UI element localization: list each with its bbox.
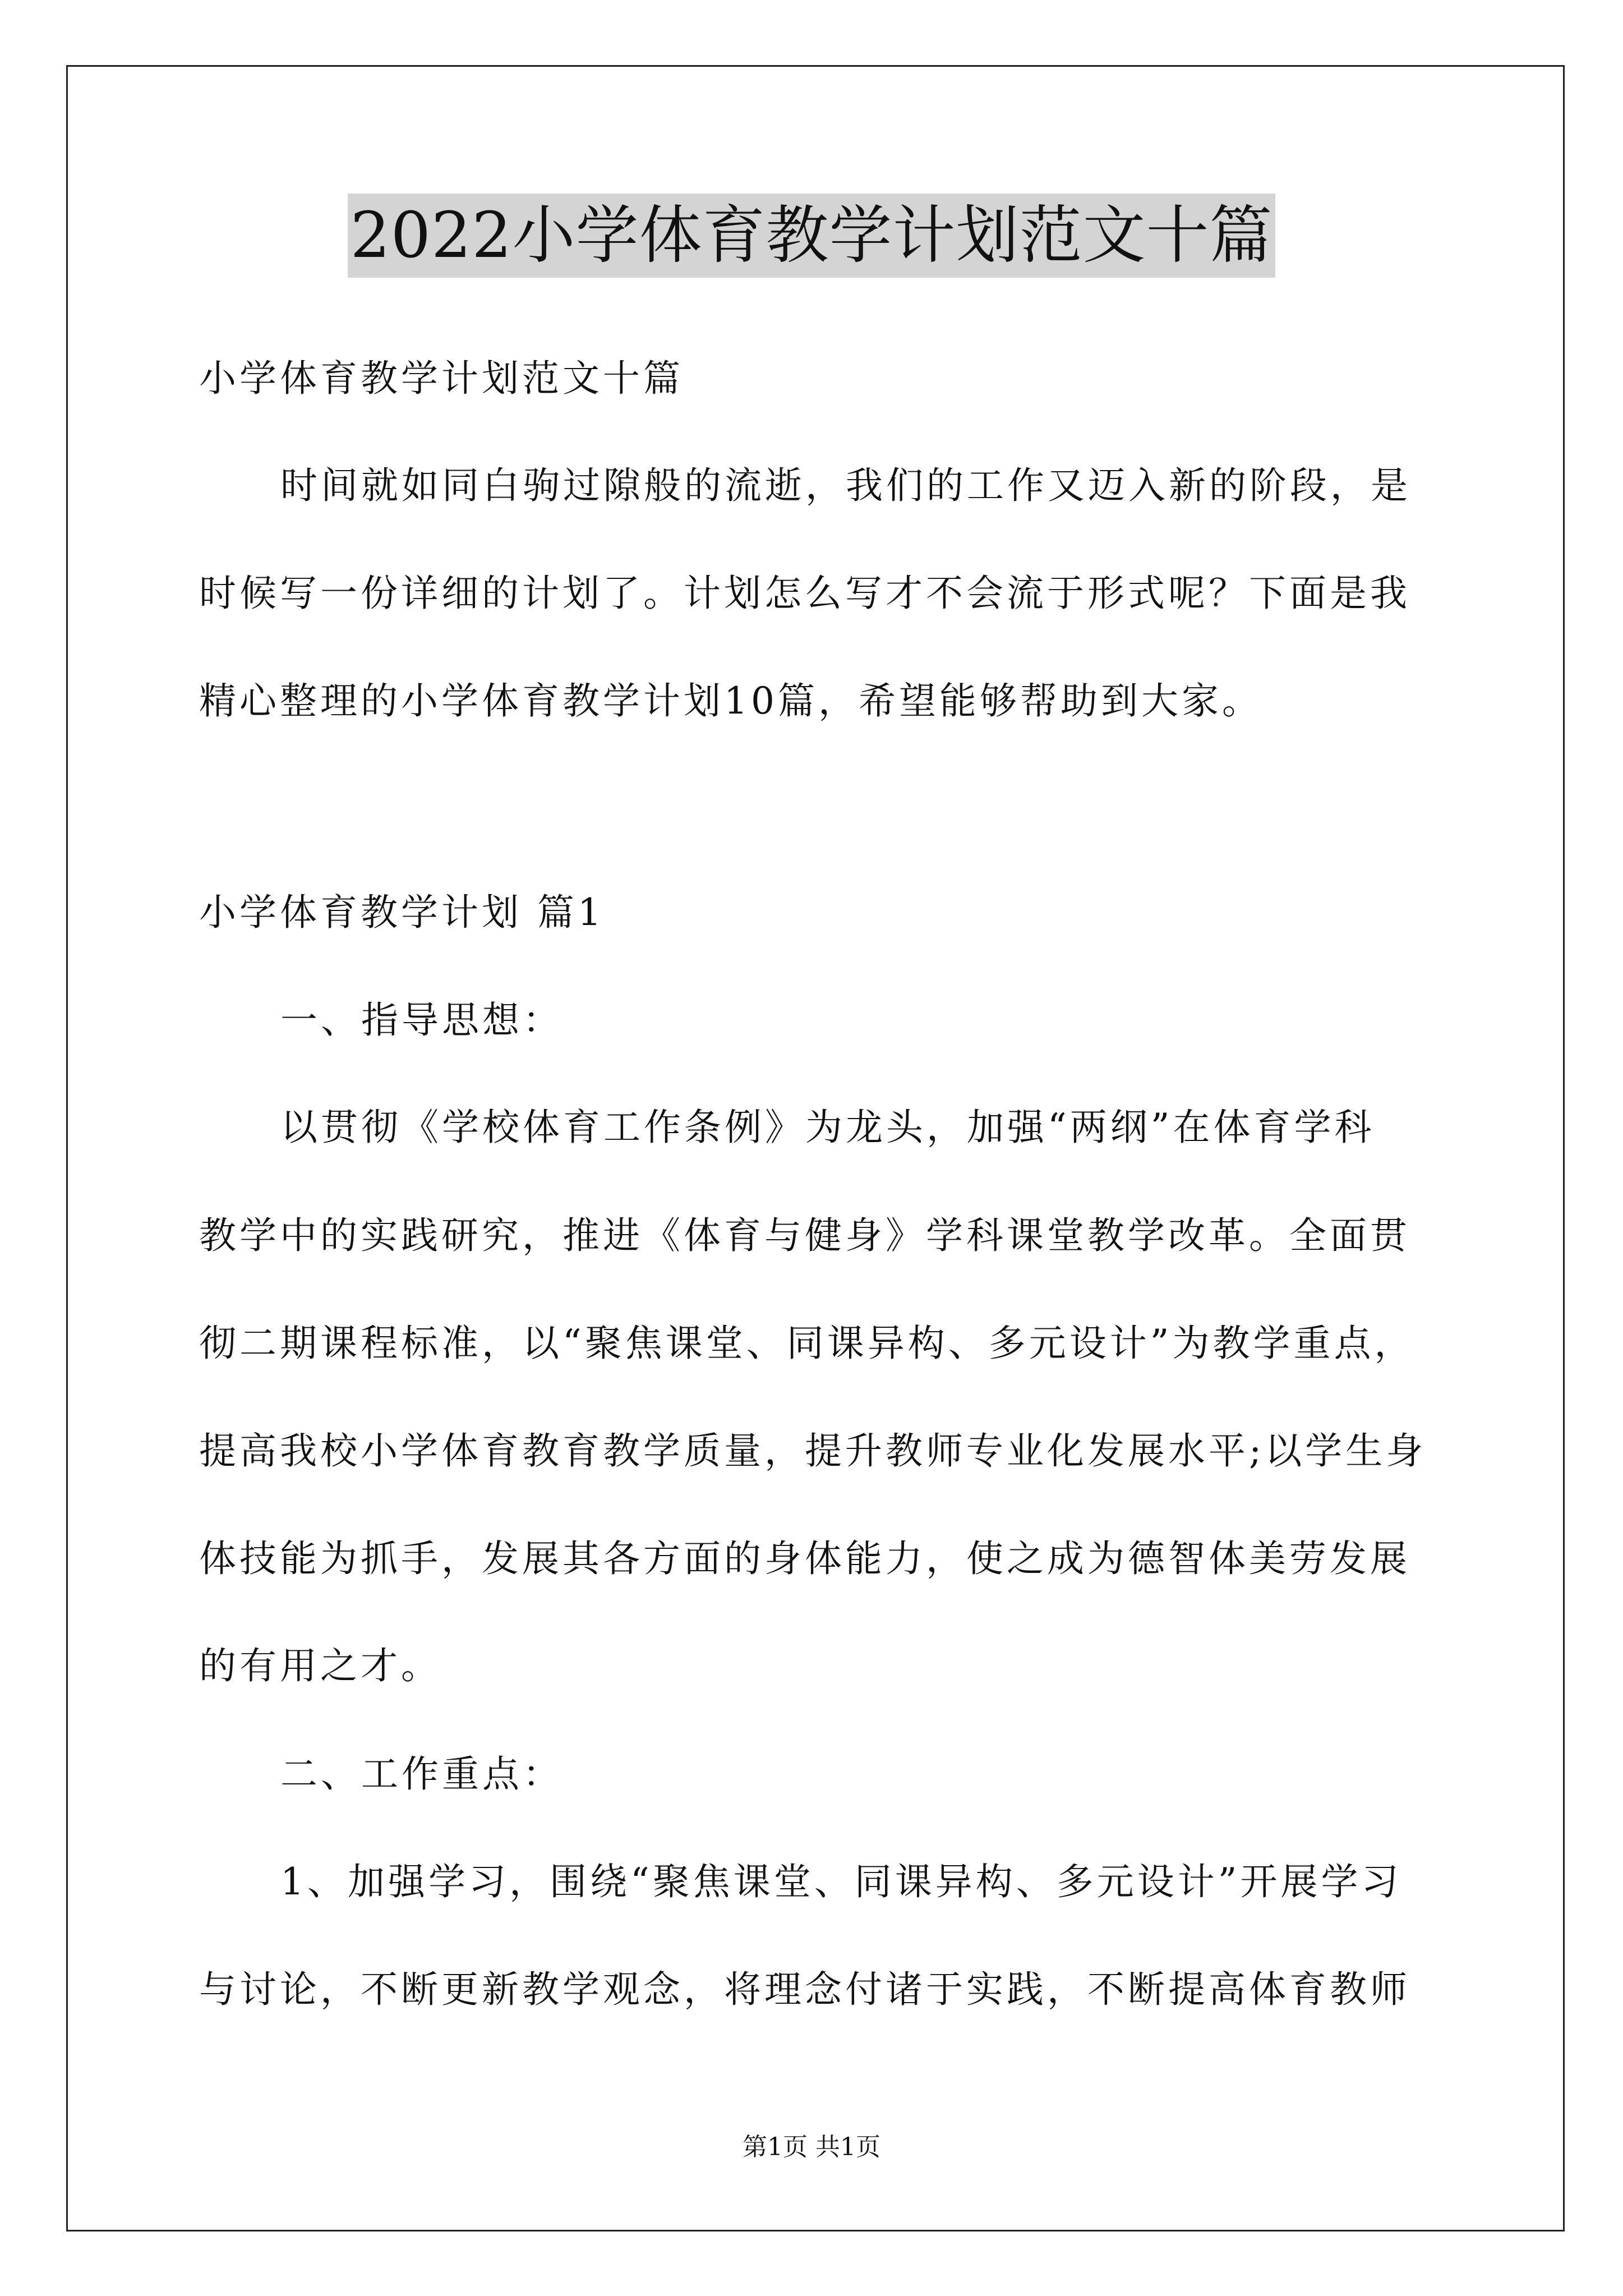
part1-line-4: 提高我校小学体育教育教学质量，提升教师专业化发展水平;以学生身 bbox=[199, 1429, 1427, 1473]
intro-line-3: 精心整理的小学体育教学计划10篇，希望能够帮助到大家。 bbox=[199, 679, 1262, 723]
intro-line-1: 时间就如同白驹过隙般的流逝，我们的工作又迈入新的阶段，是 bbox=[280, 464, 1411, 507]
part1-line-3: 彻二期课程标准，以“聚焦课堂、同课异构、多元设计”为教学重点， bbox=[199, 1322, 1415, 1365]
part1-line-5: 体技能为抓手，发展其各方面的身体能力，使之成为德智体美劳发展 bbox=[199, 1537, 1410, 1580]
document-title: 2022小学体育教学计划范文十篇 bbox=[348, 194, 1275, 278]
section-heading: 小学体育教学计划 篇1 bbox=[199, 891, 605, 934]
part1-heading: 一、指导思想： bbox=[280, 999, 563, 1042]
part1-line-1: 以贯彻《学校体育工作条例》为龙头，加强“两纲”在体育学科 bbox=[280, 1106, 1375, 1149]
subtitle: 小学体育教学计划范文十篇 bbox=[199, 357, 684, 400]
page-footer: 第1页 共1页 bbox=[743, 2133, 880, 2161]
part1-line-2: 教学中的实践研究，推进《体育与健身》学科课堂教学改革。全面贯 bbox=[199, 1214, 1410, 1257]
part1-line-6: 的有用之才。 bbox=[199, 1644, 441, 1687]
title-container bbox=[0, 194, 1623, 278]
part2-line-2: 与讨论，不断更新教学观念，将理念付诸于实践，不断提高体育教师 bbox=[199, 1968, 1410, 2011]
part2-line-1: 1、加强学习，围绕“聚焦课堂、同课异构、多元设计”开展学习 bbox=[280, 1860, 1402, 1903]
intro-line-2: 时候写一份详细的计划了。计划怎么写才不会流于形式呢？下面是我 bbox=[199, 572, 1410, 615]
part2-heading: 二、工作重点： bbox=[280, 1752, 563, 1796]
